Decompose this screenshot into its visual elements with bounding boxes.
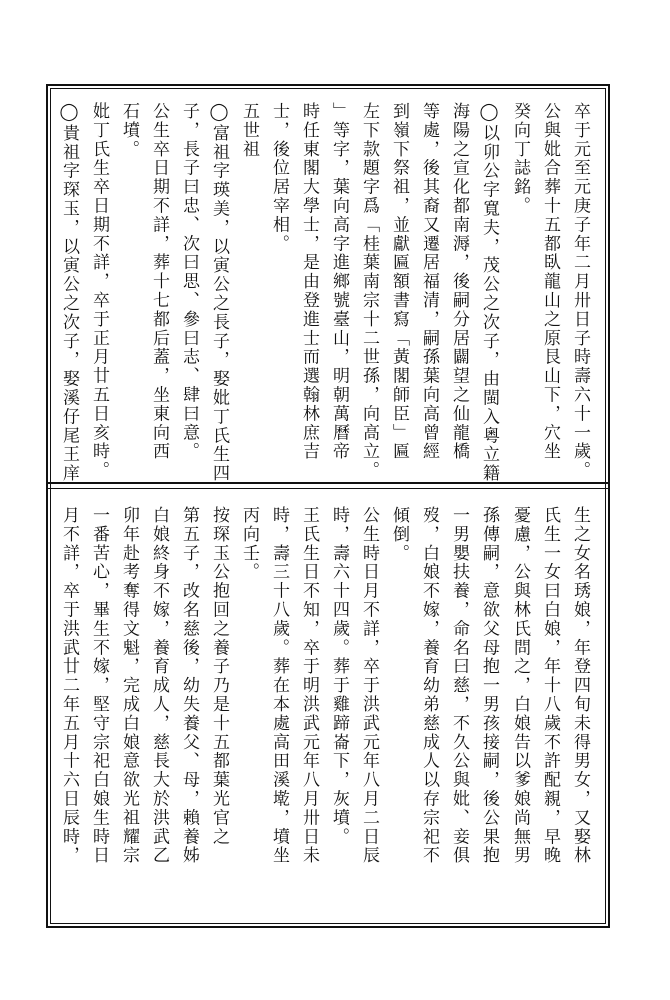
bottom-column-8: 公生時日月不詳，卒于洪武元年八月二日辰 (359, 506, 379, 866)
top-column-18: ◯貴祖字琛玉，以寅公之次子，娶溪仔尾王庠 (59, 102, 79, 483)
bottom-column-1: 生之女名琇娘，年登四旬未得男女，又娶林 (570, 506, 590, 866)
bottom-column-4: 孫傳嗣，意欲父母抱一男孩接嗣，後公果抱 (479, 506, 499, 866)
bottom-column-15: 白娘終身不嫁，養育成人，慈長大於洪武乙 (149, 506, 169, 866)
top-column-2: 公與妣合葬十五都臥龍山之原艮山下，穴坐 (540, 102, 560, 462)
top-column-5: 海陽之宣化都南溽，後嗣分居闢望之仙龍橋 (449, 102, 469, 462)
bottom-column-6: 歿，白娘不嫁，養育幼弟慈成人以存宗祀不 (419, 506, 439, 866)
bottom-column-2: 氏生一女曰白娘，年十八歲不許配親，早晚 (540, 506, 560, 866)
top-column-6: 等處，後其裔又遷居福清，嗣孫葉向高曾經 (419, 102, 439, 462)
bottom-column-14: 第五子，改名慈後，幼失養父、母，賴養姊 (179, 506, 199, 866)
top-column-11: 士，後位居宰相。 (269, 102, 289, 254)
top-column-16: 石墳。 (119, 102, 139, 159)
section-divider (46, 482, 610, 484)
top-column-13: ◯富祖字瑛美，以寅公之長子，娶妣丁氏生四 (209, 102, 229, 483)
top-column-7: 到嶺下祭祖，並獻匾額書寫「黃閣師臣」匾 (389, 102, 409, 462)
top-column-10: 時任東閣大學士，是由登進士而選翰林庶吉 (299, 102, 319, 462)
top-column-1: 卒于元至元庚子年二月卅日子時壽六十一歲。 (570, 102, 590, 480)
top-column-15: 公生卒日期不詳，葬十七都后蓋，坐東向西 (149, 102, 169, 462)
bottom-column-11: 時，壽三十八歲。葬在本處高田溪墘，墳坐 (269, 506, 289, 866)
bottom-column-9: 時，壽六十四歲。葬于雞蹄崙下，灰墳。 (329, 506, 349, 847)
top-column-17: 妣丁氏生卒日期不詳，卒于正月廿五日亥時。 (89, 102, 109, 480)
bottom-column-10: 王氏生日不知，卒于明洪武元年八月卅日未 (299, 506, 319, 866)
bottom-column-13: 按琛玉公抱回之養子乃是十五都葉光官之 (209, 506, 229, 847)
bottom-column-17: 一番苦心，畢生不嫁，堅守宗祀白娘生時日 (89, 506, 109, 866)
top-column-14: 子，長子曰忠、次曰思、參曰志、肆曰意。 (179, 102, 199, 462)
bottom-column-12: 丙向壬。 (239, 506, 259, 582)
section-divider-inner (46, 488, 610, 489)
top-column-12-heading: 五世祖 (239, 102, 259, 159)
bottom-column-18: 月不詳，卒于洪武廿二年五月十六日辰時， (59, 506, 79, 866)
bottom-column-3: 憂慮，公與林氏問之，白娘告以爹娘尚無男 (510, 506, 530, 866)
top-column-9: 」等字，葉向高字進鄉號臺山，明朝萬曆帝 (329, 102, 349, 462)
top-column-8: 左下款題字爲「桂葉南宗十二世孫，向高立。 (359, 102, 379, 480)
top-column-3: 癸向丁誌銘。 (510, 102, 530, 216)
top-column-4: ◯以卯公字寬夫，茂公之次子，由閩入粵立籍 (479, 102, 499, 483)
bottom-column-16: 卯年赴考奪得文魁，完成白娘意欲光祖耀宗 (119, 506, 139, 866)
bottom-column-7: 傾倒。 (389, 506, 409, 563)
bottom-column-5: 一男嬰扶養，命名曰慈，不久公與妣、妾俱 (449, 506, 469, 866)
